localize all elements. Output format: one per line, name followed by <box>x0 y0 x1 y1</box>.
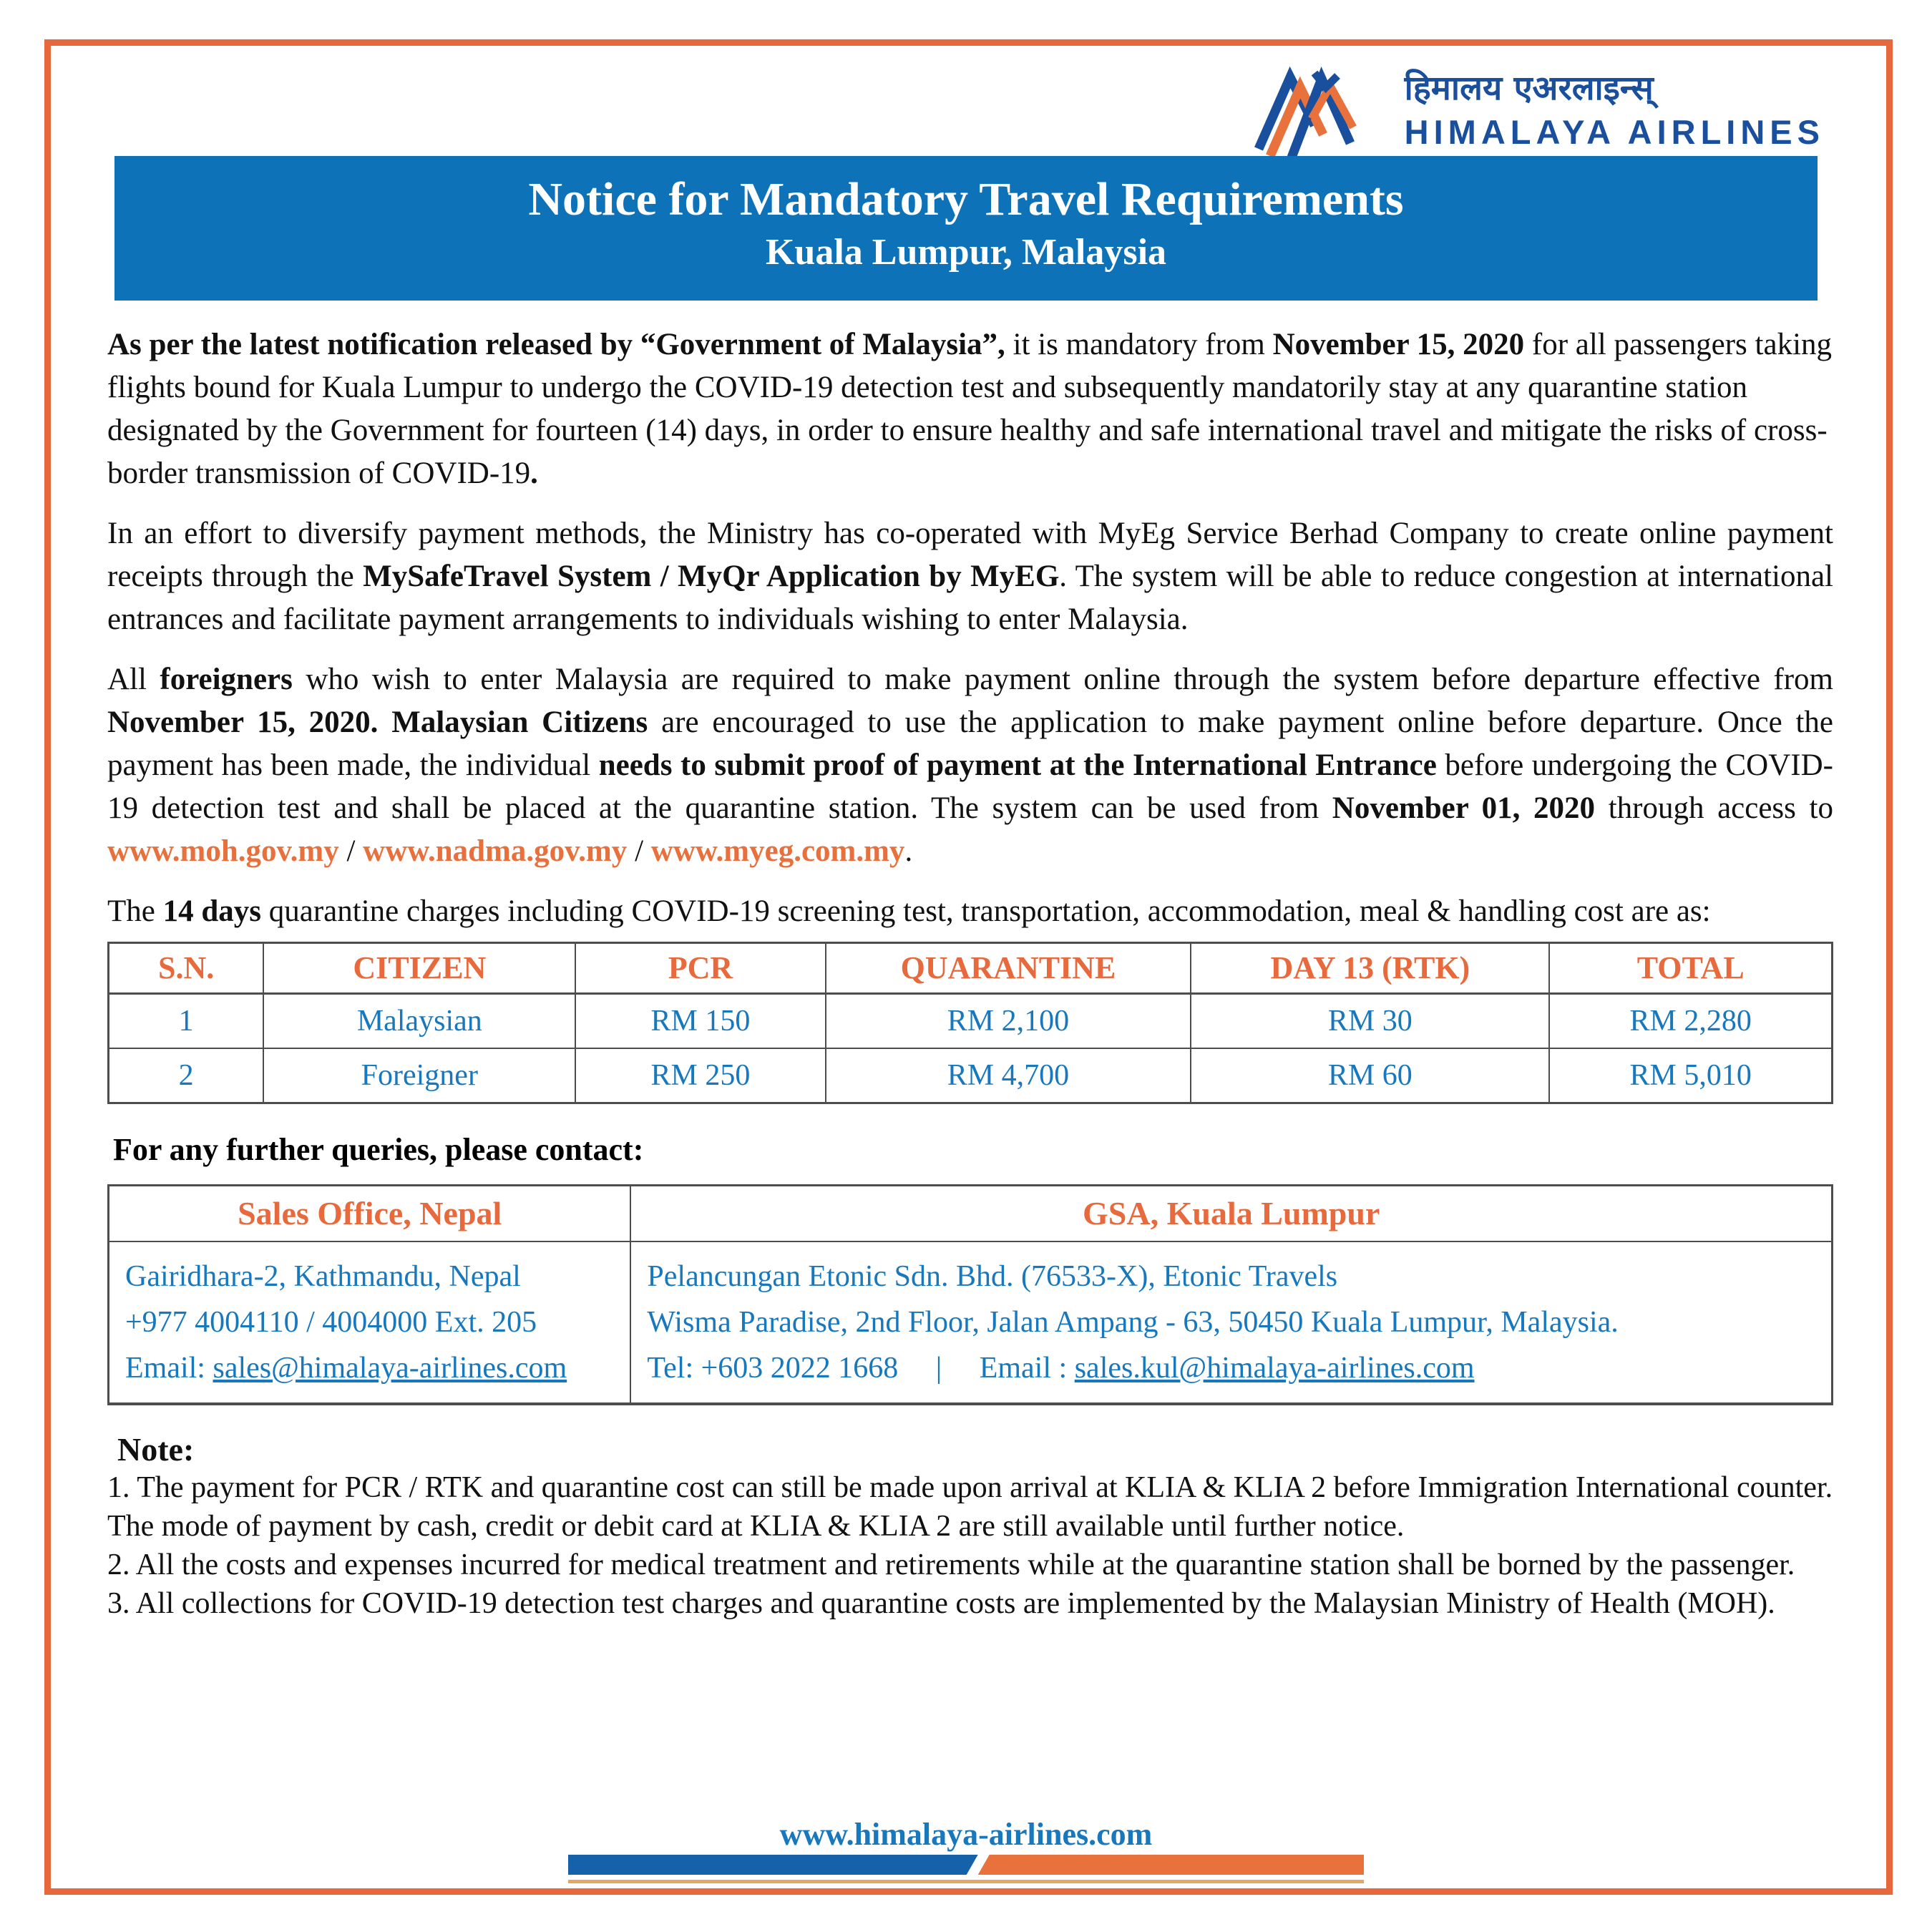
brand-logo <box>1246 57 1825 165</box>
paragraph-foreigners-payment <box>107 658 1833 873</box>
note-item-2: 2. All the costs and expenses incurred for medical treatment and retirements while at the quarantine station shall be borned by the passenger. <box>107 1548 1795 1581</box>
column-header-pcr: PCR <box>575 943 825 994</box>
text-segment: foreigners <box>160 663 293 696</box>
note-item-1: 1. The payment for PCR / RTK and quarantine cost can still be made upon arrival at KLIA & KLIA 2 before Immigration International counter. The mode of payment by cash, credit or debit card at KLIA & KLIA 2 are still available until further notice. <box>107 1471 1833 1543</box>
logo-devanagari-text: हिमालय एअरलाइन्स् <box>1404 69 1654 108</box>
text-segment: Malaysian Citizens <box>391 706 648 739</box>
text-segment: Email: <box>125 1352 213 1385</box>
text-segment <box>378 706 391 739</box>
cell-day13: RM 60 <box>1191 1048 1549 1103</box>
nepal-email <box>125 1345 614 1391</box>
contact-header-row <box>109 1186 1833 1242</box>
text-segment: MySafeTravel System / MyQr Application by MyEG <box>363 560 1060 593</box>
contact-details-row <box>109 1241 1833 1404</box>
column-header-day13: DAY 13 (RTK) <box>1191 943 1549 994</box>
logo-wordmark: HIMALAYA AIRLINES <box>1404 113 1825 151</box>
notice-body <box>107 323 1833 1623</box>
gsa-address <box>647 1299 1815 1345</box>
text-segment: needs to submit proof of payment at the International Entrance <box>598 748 1437 782</box>
contact-cell-nepal <box>109 1241 631 1404</box>
text-segment: are encouraged to use the application to make payment online before departure. Once the payment has been made, the individual <box>107 706 1834 782</box>
cell-quarantine: RM 2,100 <box>826 994 1191 1049</box>
charges-table <box>107 942 1833 1104</box>
cell-day13: RM 30 <box>1191 994 1549 1049</box>
inline-link[interactable]: www.nadma.gov.my <box>363 834 628 868</box>
himalaya-logo-icon <box>1246 57 1389 165</box>
text-segment: . <box>530 457 538 490</box>
table-row-malaysian <box>109 994 1833 1049</box>
cell-total: RM 2,280 <box>1549 994 1832 1049</box>
footer-accent-line <box>568 1880 1364 1883</box>
gsa-company <box>647 1254 1815 1299</box>
text-segment: quarantine charges including COVID-19 screening test, transportation, accommodation, meal & handling cost are as: <box>261 894 1711 928</box>
nepal-phone <box>125 1299 614 1345</box>
text-segment: / <box>627 834 651 868</box>
text-segment: In an effort to diversify payment methods, the Ministry has co-operated with MyEg Service Berhad Company to create online payment receipts through the <box>107 517 1833 593</box>
column-header-quarantine: QUARANTINE <box>826 943 1191 994</box>
title-banner <box>114 156 1818 301</box>
footer-bar-orange <box>978 1855 1364 1875</box>
cell-pcr: RM 150 <box>575 994 825 1049</box>
text-segment: As per the latest notification released by “Government of Malaysia”, <box>107 328 1005 361</box>
note-heading: Note: <box>117 1431 195 1468</box>
email-link[interactable]: sales.kul@himalaya-airlines.com <box>1074 1352 1475 1385</box>
table-row-foreigner <box>109 1048 1833 1103</box>
cell-pcr: RM 250 <box>575 1048 825 1103</box>
text-segment: Gairidhara-2, Kathmandu, Nepal <box>125 1260 521 1293</box>
text-segment: 14 days <box>162 894 262 928</box>
footer-bar-blue <box>568 1855 978 1875</box>
text-segment: Wisma Paradise, 2nd Floor, Jalan Ampang - 63, 50450 Kuala Lumpur, Malaysia. <box>647 1306 1619 1339</box>
column-header-total: TOTAL <box>1549 943 1832 994</box>
footer-bar <box>568 1855 1364 1875</box>
text-segment: through access to <box>1595 791 1833 825</box>
text-segment: The <box>107 894 163 928</box>
contact-header-nepal: Sales Office, Nepal <box>109 1186 631 1242</box>
website-link[interactable]: www.himalaya-airlines.com <box>779 1817 1153 1852</box>
email-link[interactable]: sales@himalaya-airlines.com <box>213 1352 567 1385</box>
nepal-address <box>125 1254 614 1299</box>
note-item-3: 3. All collections for COVID-19 detection test charges and quarantine costs are implemented by the Malaysian Ministry of Health (MOH). <box>107 1587 1775 1620</box>
cell-sn: 2 <box>109 1048 264 1103</box>
inline-link[interactable]: www.moh.gov.my <box>107 834 339 868</box>
text-segment: it is mandatory from <box>1005 328 1273 361</box>
cell-citizen: Foreigner <box>263 1048 575 1103</box>
text-segment: who wish to enter Malaysia are required to make payment online through the system before departure effective from <box>292 663 1833 696</box>
text-segment: +977 4004110 / 4004000 Ext. 205 <box>125 1306 537 1339</box>
charges-header-row <box>109 943 1833 994</box>
text-segment: Tel: +603 2022 1668 | Email : <box>647 1352 1075 1385</box>
contact-intro: For any further queries, please contact: <box>113 1132 644 1167</box>
inline-link[interactable]: www.myeg.com.my <box>650 834 905 868</box>
cell-quarantine: RM 4,700 <box>826 1048 1191 1103</box>
logo-text <box>1405 67 1825 155</box>
paragraph-government-notification <box>107 323 1833 495</box>
text-segment: before undergoing the COVID-19 detection test and shall be placed at the quarantine station. The system can be used from <box>107 748 1833 825</box>
text-segment: All <box>107 663 160 696</box>
notice-title: Notice for Mandatory Travel Requirements <box>528 173 1404 225</box>
text-segment: . The system will be able to reduce congestion at international entrances and facilitate payment arrangements to individuals wishing to enter Malaysia. <box>107 560 1834 636</box>
contact-header-kuala-lumpur: GSA, Kuala Lumpur <box>630 1186 1832 1242</box>
column-header-sn: S.N. <box>109 943 264 994</box>
note-section <box>107 1431 1833 1623</box>
text-segment: November 01, 2020 <box>1332 791 1596 825</box>
text-segment: / <box>338 834 364 868</box>
text-segment: . <box>904 834 913 868</box>
gsa-phone-email <box>647 1345 1815 1391</box>
notice-subtitle: Kuala Lumpur, Malaysia <box>765 232 1167 273</box>
paragraph-payment-system <box>107 512 1833 641</box>
text-segment: November 15, 2020 <box>1272 328 1525 361</box>
column-header-citizen: CITIZEN <box>263 943 575 994</box>
cell-citizen: Malaysian <box>263 994 575 1049</box>
contact-cell-kuala-lumpur <box>630 1241 1832 1404</box>
paragraph-charges-intro <box>107 890 1833 933</box>
contact-table <box>107 1184 1833 1405</box>
cell-sn: 1 <box>109 994 264 1049</box>
text-segment: Pelancungan Etonic Sdn. Bhd. (76533-X), Etonic Travels <box>647 1260 1338 1293</box>
cell-total: RM 5,010 <box>1549 1048 1832 1103</box>
text-segment: November 15, 2020. <box>107 706 379 739</box>
text-segment: for all passengers taking flights bound for Kuala Lumpur to undergo the COVID-19 detection test and subsequently mandatorily stay at any quarantine station designated by the Government for fourteen (14) days, in order to ensure healthy and safe international travel and mitigate the risks of cross-border transmission of COVID-19 <box>107 328 1833 490</box>
